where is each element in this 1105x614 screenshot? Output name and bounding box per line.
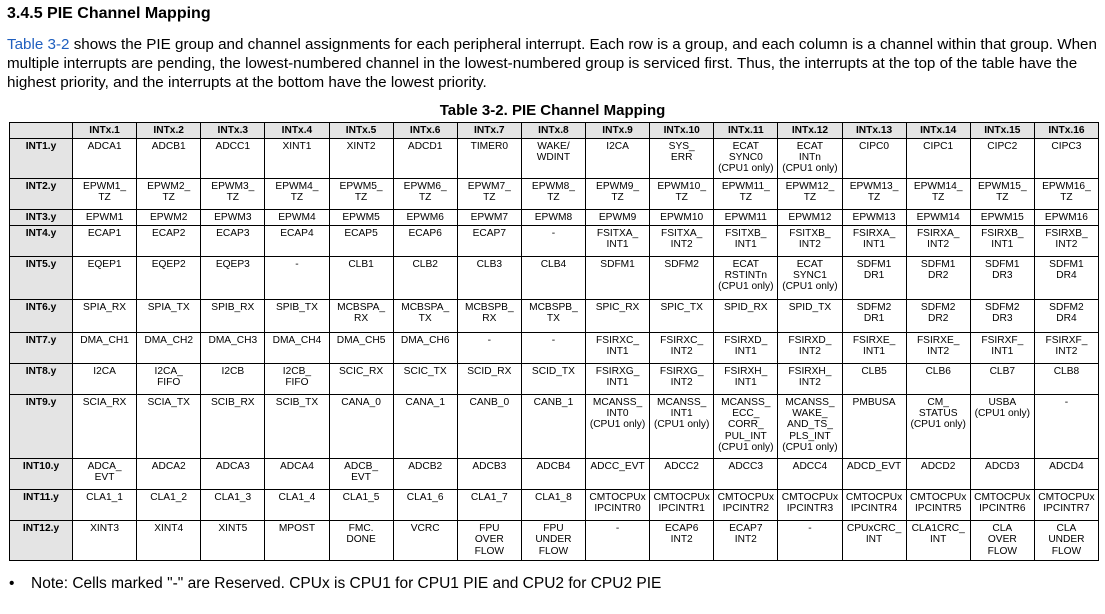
- bullet-icon: •: [9, 575, 15, 592]
- table-cell: ADCD2: [906, 459, 970, 490]
- table-cell: CIPC3: [1034, 139, 1098, 179]
- table-cell: ECAP1: [73, 225, 137, 256]
- table-cell: SDFM2 DR3: [970, 299, 1034, 332]
- table-cell: SPIA_RX: [73, 299, 137, 332]
- table-cell: DMA_CH3: [201, 332, 265, 363]
- table-cell: CLA1_5: [329, 490, 393, 521]
- table-cell: FSIRXA_ INT2: [906, 225, 970, 256]
- column-header: INTx.16: [1034, 123, 1098, 139]
- table-cell: FSIRXA_ INT1: [842, 225, 906, 256]
- table-cell: SDFM1 DR2: [906, 256, 970, 299]
- column-header: INTx.10: [650, 123, 714, 139]
- table-cell: FSIRXC_ INT2: [650, 332, 714, 363]
- column-header: INTx.11: [714, 123, 778, 139]
- table-cell: CLB4: [521, 256, 585, 299]
- table-cell: EPWM13_ TZ: [842, 178, 906, 209]
- table-cell: SYS_ ERR: [650, 139, 714, 179]
- table-cell: CIPC0: [842, 139, 906, 179]
- table-cell: CMTOCPUx IPCINTR6: [970, 490, 1034, 521]
- table-cell: EQEP2: [137, 256, 201, 299]
- table-cell: EPWM2: [137, 209, 201, 225]
- table-cell: USBA (CPU1 only): [970, 394, 1034, 458]
- column-header: INTx.1: [73, 123, 137, 139]
- table-cell: I2CB: [201, 363, 265, 394]
- table-cell: ECAP6: [393, 225, 457, 256]
- row-group-header: INT6.y: [10, 299, 73, 332]
- table-cell: SCIB_TX: [265, 394, 329, 458]
- intro-text: shows the PIE group and channel assignments for each peripheral interrupt. Each row is a group, and each column is a channel within that group. When multiple interrupts are pending, the lowest-numbered channel in the lowest-numbered group is serviced first. Thus, the interrupts at the top of the table have the highest priority, and the interrupts at the bottom have the lowest priority.: [7, 36, 1097, 91]
- table-cell: EPWM13: [842, 209, 906, 225]
- table-cell: CANA_1: [393, 394, 457, 458]
- table-row: [10, 363, 1099, 394]
- table-cell: CLB8: [1034, 363, 1098, 394]
- table-cell: ECAP2: [137, 225, 201, 256]
- table-cell: MCANSS_ INT0 (CPU1 only): [586, 394, 650, 458]
- table-cell: EPWM8: [521, 209, 585, 225]
- table-cell: -: [457, 332, 521, 363]
- row-group-header: INT3.y: [10, 209, 73, 225]
- table-cell: ECAP7 INT2: [714, 521, 778, 561]
- table-cell: SPIB_TX: [265, 299, 329, 332]
- table-cell: ADCC2: [650, 459, 714, 490]
- table-cell: I2CA_ FIFO: [137, 363, 201, 394]
- table-cell: EPWM11_ TZ: [714, 178, 778, 209]
- table-cell: EPWM1_ TZ: [73, 178, 137, 209]
- table-cell: SDFM2 DR1: [842, 299, 906, 332]
- table-cell: EPWM7: [457, 209, 521, 225]
- table-cell: EPWM6: [393, 209, 457, 225]
- table-cell: EPWM9: [586, 209, 650, 225]
- table-cell: WAKE/ WDINT: [521, 139, 585, 179]
- section-heading: 3.4.5 PIE Channel Mapping: [7, 5, 211, 22]
- table-cell: ECAP5: [329, 225, 393, 256]
- row-group-header: INT10.y: [10, 459, 73, 490]
- column-header: INTx.3: [201, 123, 265, 139]
- table-cell: I2CA: [73, 363, 137, 394]
- table-cell: EQEP1: [73, 256, 137, 299]
- table-cell: EPWM5_ TZ: [329, 178, 393, 209]
- table-row: [10, 139, 1099, 179]
- table-cell: CLB6: [906, 363, 970, 394]
- table-cell: FSIRXH_ INT2: [778, 363, 842, 394]
- table-cell: -: [521, 332, 585, 363]
- table-cell: SDFM2 DR2: [906, 299, 970, 332]
- table-cell: CPUxCRC_ INT: [842, 521, 906, 561]
- table-cell: CLB5: [842, 363, 906, 394]
- table-header-row: [10, 123, 1099, 139]
- table-cell: ADCA3: [201, 459, 265, 490]
- table-cell: CLB7: [970, 363, 1034, 394]
- row-group-header: INT8.y: [10, 363, 73, 394]
- table-cell: SCID_RX: [457, 363, 521, 394]
- table-cell: EPWM15: [970, 209, 1034, 225]
- table-cell: CLA1CRC_ INT: [906, 521, 970, 561]
- table-cell: CANB_1: [521, 394, 585, 458]
- table-row: [10, 178, 1099, 209]
- table-cell: SCIA_TX: [137, 394, 201, 458]
- table-cell: SPID_TX: [778, 299, 842, 332]
- table-cell: FSIRXE_ INT1: [842, 332, 906, 363]
- table-cell: DMA_CH1: [73, 332, 137, 363]
- table-cell: EPWM2_ TZ: [137, 178, 201, 209]
- table-cell: -: [778, 521, 842, 561]
- table-cell: CMTOCPUx IPCINTR7: [1034, 490, 1098, 521]
- table-cell: FSIRXF_ INT1: [970, 332, 1034, 363]
- table-cell: CLA1_1: [73, 490, 137, 521]
- table-cell: SDFM2: [650, 256, 714, 299]
- table-cell: FPU OVER FLOW: [457, 521, 521, 561]
- table-cell: MCBSPB_ TX: [521, 299, 585, 332]
- table-cell: FSIRXD_ INT2: [778, 332, 842, 363]
- table-cell: ADCB_ EVT: [329, 459, 393, 490]
- table-row: [10, 521, 1099, 561]
- table-cell: ADCC_EVT: [586, 459, 650, 490]
- table-cell: XINT2: [329, 139, 393, 179]
- table-cell: CMTOCPUx IPCINTR1: [650, 490, 714, 521]
- table-cell: EPWM4: [265, 209, 329, 225]
- table-cell: ADCA1: [73, 139, 137, 179]
- table-cell: SPID_RX: [714, 299, 778, 332]
- table-cell: ECAT RSTINTn (CPU1 only): [714, 256, 778, 299]
- row-group-header: INT7.y: [10, 332, 73, 363]
- header-corner-cell: [10, 123, 73, 139]
- table-cell: EPWM10: [650, 209, 714, 225]
- table-cell: MPOST: [265, 521, 329, 561]
- table-cell: EPWM14: [906, 209, 970, 225]
- table-row: [10, 256, 1099, 299]
- column-header: INTx.2: [137, 123, 201, 139]
- table-cell: CLA1_7: [457, 490, 521, 521]
- table-cell: CIPC1: [906, 139, 970, 179]
- table-cell: FSIRXG_ INT2: [650, 363, 714, 394]
- table-caption: Table 3-2. PIE Channel Mapping: [439, 102, 666, 119]
- table-cell: SDFM1 DR1: [842, 256, 906, 299]
- table-cell: ADCA4: [265, 459, 329, 490]
- table-cell: FSITXB_ INT1: [714, 225, 778, 256]
- footnote: [9, 575, 661, 593]
- table-cell: EPWM11: [714, 209, 778, 225]
- table-row: [10, 209, 1099, 225]
- table-row: [10, 332, 1099, 363]
- table-cell: ECAT SYNC1 (CPU1 only): [778, 256, 842, 299]
- column-header: INTx.9: [586, 123, 650, 139]
- table-cell: SCIC_RX: [329, 363, 393, 394]
- table-row: [10, 225, 1099, 256]
- table-cell: -: [521, 225, 585, 256]
- table-cell: EPWM15_ TZ: [970, 178, 1034, 209]
- column-header: INTx.5: [329, 123, 393, 139]
- table-cell: FPU UNDER FLOW: [521, 521, 585, 561]
- table-cell: PMBUSA: [842, 394, 906, 458]
- table-cell: CLB1: [329, 256, 393, 299]
- table-cell: EPWM12: [778, 209, 842, 225]
- table-cell: SCIA_RX: [73, 394, 137, 458]
- table-cell: ECAT INTn (CPU1 only): [778, 139, 842, 179]
- table-cell: -: [1034, 394, 1098, 458]
- column-header: INTx.6: [393, 123, 457, 139]
- table-cell: ADCB2: [393, 459, 457, 490]
- table-cell: EPWM1: [73, 209, 137, 225]
- table-cell: CLB3: [457, 256, 521, 299]
- table-row: [10, 394, 1099, 458]
- table-cell: CANB_0: [457, 394, 521, 458]
- table-cell: EPWM7_ TZ: [457, 178, 521, 209]
- table-cell: CM_ STATUS (CPU1 only): [906, 394, 970, 458]
- column-header: INTx.4: [265, 123, 329, 139]
- row-group-header: INT1.y: [10, 139, 73, 179]
- column-header: INTx.13: [842, 123, 906, 139]
- table-cell: CLA1_6: [393, 490, 457, 521]
- table-cell: DMA_CH2: [137, 332, 201, 363]
- table-cell: CLB2: [393, 256, 457, 299]
- row-group-header: INT11.y: [10, 490, 73, 521]
- table-cell: FSIRXG_ INT1: [586, 363, 650, 394]
- table-cell: CLA1_8: [521, 490, 585, 521]
- table-cell: FMC. DONE: [329, 521, 393, 561]
- table-cell: ADCB4: [521, 459, 585, 490]
- table-cell: FSIRXB_ INT1: [970, 225, 1034, 256]
- table-cell: FSITXA_ INT1: [586, 225, 650, 256]
- table-cell: CANA_0: [329, 394, 393, 458]
- table-cell: ECAT SYNC0 (CPU1 only): [714, 139, 778, 179]
- table-cell: ADCA_ EVT: [73, 459, 137, 490]
- row-group-header: INT2.y: [10, 178, 73, 209]
- table-cell: EPWM16_ TZ: [1034, 178, 1098, 209]
- table-row: [10, 459, 1099, 490]
- table-cell: SCIB_RX: [201, 394, 265, 458]
- table-cell: SPIA_TX: [137, 299, 201, 332]
- row-group-header: INT12.y: [10, 521, 73, 561]
- table-cell: SPIC_RX: [586, 299, 650, 332]
- table-cell: EPWM3_ TZ: [201, 178, 265, 209]
- table-cell: MCBSPB_ RX: [457, 299, 521, 332]
- table-row: [10, 299, 1099, 332]
- row-group-header: INT4.y: [10, 225, 73, 256]
- table-cell: EPWM14_ TZ: [906, 178, 970, 209]
- row-group-header: INT9.y: [10, 394, 73, 458]
- table-cell: ECAP7: [457, 225, 521, 256]
- table-cell: FSIRXH_ INT1: [714, 363, 778, 394]
- table-cell: ADCC4: [778, 459, 842, 490]
- table-cell: ADCB3: [457, 459, 521, 490]
- table-cell: CMTOCPUx IPCINTR5: [906, 490, 970, 521]
- table-cell: CLA1_3: [201, 490, 265, 521]
- table-cell: ADCD3: [970, 459, 1034, 490]
- table-row: [10, 490, 1099, 521]
- intro-paragraph: [7, 35, 1099, 92]
- table-cell: CLA OVER FLOW: [970, 521, 1034, 561]
- table-cell: SPIC_TX: [650, 299, 714, 332]
- column-header: INTx.12: [778, 123, 842, 139]
- table-cell: EPWM10_ TZ: [650, 178, 714, 209]
- table-cell: MCANSS_ INT1 (CPU1 only): [650, 394, 714, 458]
- table-cell: -: [265, 256, 329, 299]
- table-cell: ADCC1: [201, 139, 265, 179]
- table-cell: EPWM3: [201, 209, 265, 225]
- table-cell: CMTOCPUx IPCINTR0: [586, 490, 650, 521]
- column-header: INTx.15: [970, 123, 1034, 139]
- table-cell: EPWM16: [1034, 209, 1098, 225]
- column-header: INTx.8: [521, 123, 585, 139]
- table-cell: I2CA: [586, 139, 650, 179]
- table-cell: EPWM6_ TZ: [393, 178, 457, 209]
- table-cell: FSIRXB_ INT2: [1034, 225, 1098, 256]
- column-header: INTx.7: [457, 123, 521, 139]
- table-cell: FSIRXF_ INT2: [1034, 332, 1098, 363]
- table-cell: EPWM5: [329, 209, 393, 225]
- table-cell: MCANSS_ ECC_ CORR_ PUL_INT (CPU1 only): [714, 394, 778, 458]
- table-cell: XINT5: [201, 521, 265, 561]
- pie-channel-mapping-table: [9, 122, 1099, 561]
- table-cell: ADCD4: [1034, 459, 1098, 490]
- table-cell: MCBSPA_ RX: [329, 299, 393, 332]
- table-cell: XINT4: [137, 521, 201, 561]
- row-group-header: INT5.y: [10, 256, 73, 299]
- table-cell: SDFM2 DR4: [1034, 299, 1098, 332]
- table-cell: CLA UNDER FLOW: [1034, 521, 1098, 561]
- table-cell: EPWM4_ TZ: [265, 178, 329, 209]
- table-cell: ECAP3: [201, 225, 265, 256]
- table-cell: SCIC_TX: [393, 363, 457, 394]
- table-cell: ADCD_EVT: [842, 459, 906, 490]
- table-cell: FSITXA_ INT2: [650, 225, 714, 256]
- table-cell: SDFM1: [586, 256, 650, 299]
- footnote-text: Note: Cells marked "-" are Reserved. CPUx is CPU1 for CPU1 PIE and CPU2 for CPU2 PIE: [31, 575, 662, 592]
- table-cell: FSIRXC_ INT1: [586, 332, 650, 363]
- table-cell: ADCD1: [393, 139, 457, 179]
- table-cell: DMA_CH5: [329, 332, 393, 363]
- table-cell: EPWM9_ TZ: [586, 178, 650, 209]
- table-cell: MCBSPA_ TX: [393, 299, 457, 332]
- table-cell: CMTOCPUx IPCINTR3: [778, 490, 842, 521]
- column-header: INTx.14: [906, 123, 970, 139]
- table-cell: FSITXB_ INT2: [778, 225, 842, 256]
- table-reference-link[interactable]: Table 3-2: [7, 36, 70, 53]
- table-cell: ECAP6 INT2: [650, 521, 714, 561]
- table-cell: SCID_TX: [521, 363, 585, 394]
- table-cell: DMA_CH6: [393, 332, 457, 363]
- table-cell: VCRC: [393, 521, 457, 561]
- table-cell: CIPC2: [970, 139, 1034, 179]
- table-cell: TIMER0: [457, 139, 521, 179]
- table-cell: EPWM8_ TZ: [521, 178, 585, 209]
- table-cell: FSIRXD_ INT1: [714, 332, 778, 363]
- table-cell: CMTOCPUx IPCINTR4: [842, 490, 906, 521]
- table-cell: ECAP4: [265, 225, 329, 256]
- table-cell: ADCA2: [137, 459, 201, 490]
- table-cell: SPIB_RX: [201, 299, 265, 332]
- table-cell: SDFM1 DR4: [1034, 256, 1098, 299]
- table-cell: CMTOCPUx IPCINTR2: [714, 490, 778, 521]
- table-cell: DMA_CH4: [265, 332, 329, 363]
- table-cell: SDFM1 DR3: [970, 256, 1034, 299]
- table-cell: CLA1_4: [265, 490, 329, 521]
- table-cell: CLA1_2: [137, 490, 201, 521]
- table-cell: EQEP3: [201, 256, 265, 299]
- table-cell: I2CB_ FIFO: [265, 363, 329, 394]
- table-cell: XINT1: [265, 139, 329, 179]
- table-cell: FSIRXE_ INT2: [906, 332, 970, 363]
- table-cell: -: [586, 521, 650, 561]
- table-cell: ADCB1: [137, 139, 201, 179]
- table-cell: MCANSS_ WAKE_ AND_TS_ PLS_INT (CPU1 only): [778, 394, 842, 458]
- table-cell: EPWM12_ TZ: [778, 178, 842, 209]
- table-cell: ADCC3: [714, 459, 778, 490]
- table-cell: XINT3: [73, 521, 137, 561]
